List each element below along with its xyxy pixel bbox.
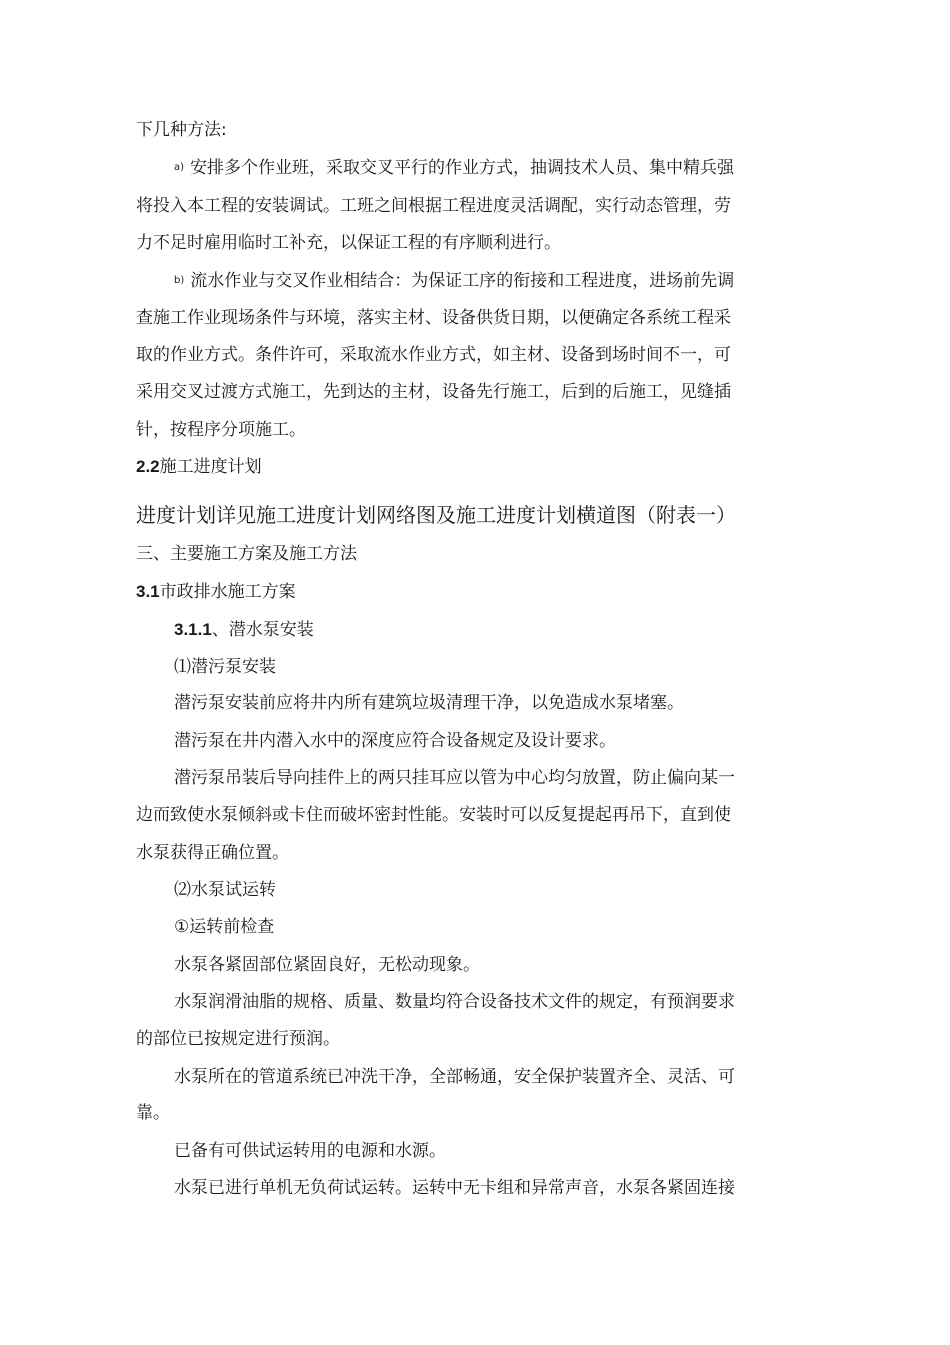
paragraph-line: 水泵各紧固部位紧固良好，无松动现象。 <box>174 955 480 975</box>
subheading: ⑵水泵试运转 <box>174 880 276 900</box>
section-heading-3-1-1 <box>174 618 314 642</box>
subheading: ⑴潜污泵安装 <box>174 657 276 677</box>
paragraph-line: 采用交叉过渡方式施工，先到达的主材，设备先行施工，后到的后施工，见缝插 <box>136 382 731 402</box>
paragraph-line: 取的作业方式。条件许可，采取流水作业方式，如主材、设备到场时间不一，可 <box>136 345 731 365</box>
paragraph-line: 的部位已按规定进行预润。 <box>136 1029 340 1049</box>
schedule-note: 进度计划详见施工进度计划网络图及施工进度计划横道图（附表一） <box>136 503 736 527</box>
paragraph-line: 将投入本工程的安装调试。工班之间根据工程进度灵活调配，实行动态管理，劳 <box>136 196 731 216</box>
section-title: 施工进度计划 <box>159 457 262 477</box>
section-heading-2-2 <box>136 455 262 479</box>
paragraph-line: 查施工作业现场条件与环境，落实主材、设备供货日期，以便确定各系统工程采 <box>136 308 731 328</box>
paragraph-line: 潜污泵在井内潜入水中的深度应符合设备规定及设计要求。 <box>174 731 616 751</box>
paragraph-line: 水泵所在的管道系统已冲洗干净，全部畅通，安全保护装置齐全、灵活、可 <box>174 1067 735 1087</box>
section-number: 3.1 <box>136 582 160 601</box>
list-text: 流水作业与交叉作业相结合：为保证工序的衔接和工程进度，进场前先调 <box>190 271 735 291</box>
list-item-b <box>174 269 734 293</box>
paragraph-line: 针，按程序分项施工。 <box>136 420 306 440</box>
section-title: 、潜水泵安装 <box>211 620 314 640</box>
section-title: 市政排水施工方案 <box>159 582 296 602</box>
section-number: 2.2 <box>136 457 160 476</box>
paragraph-line: 已备有可供试运转用的电源和水源。 <box>174 1141 446 1161</box>
paragraph-line: 力不足时雇用临时工补充，以保证工程的有序顺利进行。 <box>136 233 561 253</box>
paragraph-line: 靠。 <box>136 1103 170 1123</box>
section-number: 3.1.1 <box>174 620 212 639</box>
paragraph-line: 潜污泵安装前应将井内所有建筑垃圾清理干净，以免造成水泵堵塞。 <box>174 693 684 713</box>
section-heading-3-1 <box>136 580 296 604</box>
chapter-heading: 三、主要施工方案及施工方法 <box>136 544 357 564</box>
paragraph-line: 边而致使水泵倾斜或卡住而破坏密封性能。安装时可以反复提起再吊下，直到使 <box>136 805 731 825</box>
list-marker: b) <box>174 275 185 286</box>
paragraph-line: 水泵获得正确位置。 <box>136 843 289 863</box>
paragraph-line: 下几种方法: <box>136 120 227 140</box>
list-marker: a) <box>174 162 185 173</box>
list-item-a <box>174 156 734 180</box>
paragraph-line: 潜污泵吊装后导向挂件上的两只挂耳应以管为中心均匀放置，防止偏向某一 <box>174 768 735 788</box>
paragraph-line: 水泵润滑油脂的规格、质量、数量均符合设备技术文件的规定，有预润要求 <box>174 992 735 1012</box>
paragraph-line: 水泵已进行单机无负荷试运转。运转中无卡组和异常声音，水泵各紧固连接 <box>174 1178 735 1198</box>
subheading: ①运转前检查 <box>174 917 275 937</box>
list-text: 安排多个作业班，采取交叉平行的作业方式，抽调技术人员、集中精兵强 <box>190 158 735 178</box>
